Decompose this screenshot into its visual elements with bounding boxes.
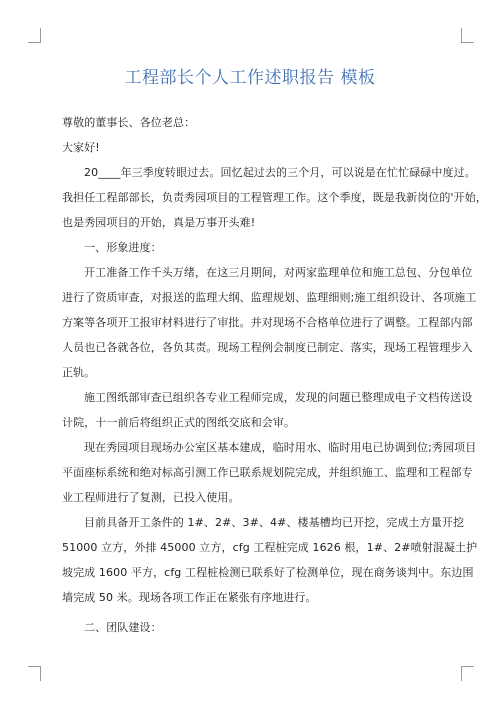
corner-mark-top-right [461,28,474,43]
body-line: 进行了资质审查，对报送的监理大纲、监理规划、监理细则;施工组织设计、各项施工 [62,291,477,304]
body-line: 施工图纸部审查已组织各专业工程师完成，发现的问题已整理成电子文档传送设 [84,391,473,404]
body-line: 也是秀园项目的开始，真是万事开头难! [62,216,256,229]
body-line: 坡完成 1600 平方，cfg 工程桩检测已联系好了检测单位，现在商务谈判中。东边围 [62,566,474,579]
body-line: 51000 立方，外排 45000 立方，cfg 工程桩完成 1626 根，1#、2#喷射混凝土护 [62,541,478,554]
greeting: 大家好! [62,141,100,154]
salutation: 尊敬的董事长、各位老总： [62,116,196,129]
body-line: 目前具备开工条件的 1#、2#、3#、4#、楼基槽均已开挖，完成土方量开挖 [84,516,465,529]
body-line: 人员也已各就各位，各负其责。现场工程例会制度已制定、落实，现场工程管理步入 [62,341,473,354]
body-line: 现在秀园项目现场办公室区基本建成，临时用水、临时用电已协调到位;秀园项目 [84,441,477,454]
body-line: 我担任工程部部长，负责秀园项目的工程管理工作。这个季度，既是我新岗位的'开始， [62,191,487,204]
document-title: 工程部长个人工作述职报告 模板 [124,68,376,88]
body-line: 业工程师进行了复测，已投入使用。 [62,491,240,504]
section-heading: 一、形象进度： [84,241,162,254]
body-line: 平面座标系统和绝对标高引测工作已联系规划院完成，并组织施工、监理和工程部专 [62,466,473,479]
body-line: 20____年三季度转眼过去。回忆起过去的三个月，可以说是在忙忙碌碌中度过。 [84,166,476,179]
body-line: 方案等各项开工报审材料进行了审批。并对现场不合格单位进行了调整。工程部内部 [62,316,473,329]
section-heading: 二、团队建设： [84,621,162,634]
corner-mark-top-left [28,28,41,43]
body-line: 正轨。 [62,366,96,379]
body-line: 开工准备工作千头万绪，在这三月期间，对两家监理单位和施工总包、分包单位 [84,266,473,279]
body-line: 计院，十一前后将组织正式的图纸交底和会审。 [62,416,296,429]
corner-mark-bottom-left [28,666,41,681]
body-line: 墙完成 50 米。现场各项工作正在紧张有序地进行。 [62,591,317,604]
corner-mark-bottom-right [461,666,474,681]
